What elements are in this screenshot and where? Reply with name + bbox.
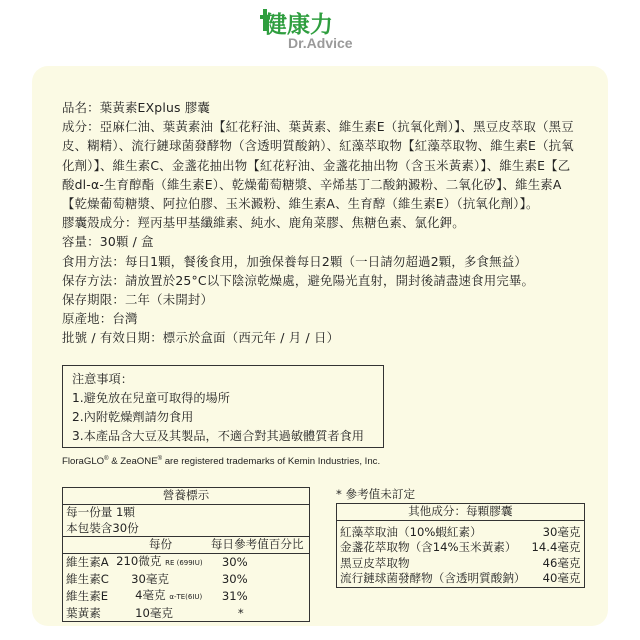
shelf-life: 保存期限：二年（未開封） [62, 292, 214, 308]
table-row: 黑豆皮萃取物 46毫克 [340, 555, 581, 570]
col-daily-value: 每日參考值百分比 [208, 537, 310, 554]
capsule-shell: 膠囊殼成分：羥丙基甲基纖維素、純水、鹿角菜膠、焦糖色素、氯化鉀。 [62, 215, 465, 231]
trademark-notice: FloraGLO® & ZeaONE® are registered trademarks of Kemin Industries, Inc. [62, 456, 381, 468]
notice-box [62, 365, 384, 448]
nutrition-table [62, 487, 310, 622]
origin: 原產地：台灣 [62, 311, 138, 327]
col-per-serving: 每份 [113, 537, 208, 554]
other-ingredients-table [336, 503, 585, 588]
notice-item: 2.內附乾燥劑請勿食用 [72, 410, 194, 424]
capacity: 容量：30顆 / 盒 [62, 234, 154, 250]
usage: 食用方法：每日1顆，餐後食用，加強保養每日2顆（一日請勿超過2顆，多食無益） [62, 253, 527, 269]
servings-per-pack: 本包裝含30份 [63, 521, 310, 537]
reference-note: * 參考值未訂定 [336, 487, 416, 501]
storage: 保存方法：請放置於25°C以下陰涼乾燥處，避免陽光直射，開封後請盡速食用完畢。 [62, 272, 535, 288]
notice-item: 1.避免放在兒童可取得的場所 [72, 391, 230, 405]
batch-info: 批號 / 有效日期：標示於盒面（西元年 / 月 / 日） [62, 330, 340, 346]
table-row: 維生素E 4毫克 α-TE(6IU) 31% [66, 587, 248, 603]
ingredients: 成分：亞麻仁油、葉黃素油【紅花籽油、葉黃素、維生素E（抗氧化劑）】、黑豆皮萃取（黑豆皮、糊精）、流行鏈球菌發酵物（含透明質酸鈉）、紅藻萃取物【紅藻萃取物、維生素E（抗氧化劑）】、維生素C、金盞花抽出物【紅花籽油、金盞花抽出物（含玉米黃素）】、維生素E【乙酸dl-α-生育醇酯（維生素E）、乾燥葡萄糖漿、辛烯基丁二酸鈉澱粉、二氧化矽】、維生素A【乾燥葡萄糖漿、阿拉伯膠、玉米澱粉、維生素A、生育醇（維生素E）（抗氧化劑）】。 [62, 119, 574, 212]
table-row: 金盞花萃取物（含14%玉米黃素） 14.4毫克 [340, 540, 581, 555]
product-spec [62, 98, 582, 348]
table-row: 紅藻萃取油（10%蝦紅素） 30毫克 [340, 524, 581, 539]
notice-item: 3.本產品含大豆及其製品，不適合對其過敏體質者食用 [72, 429, 364, 443]
brand-name-cn: 健康力 [264, 12, 333, 38]
table-row: 流行鏈球菌發酵物（含透明質酸鈉） 40毫克 [340, 571, 581, 586]
table-row: 維生素A 210微克 RE (699IU) 30% [66, 554, 248, 570]
brand-logo [262, 6, 382, 58]
table-row: 維生素C 30毫克 30% [66, 571, 248, 586]
other-ingredients-title: 其他成分：每顆膠囊 [337, 504, 585, 521]
brand-name-en: Dr.Advice [288, 35, 353, 51]
nutrition-title: 營養標示 [63, 488, 310, 505]
serving-size: 每一份量 1顆 [66, 504, 136, 519]
product-name: 品名：葉黃素EXplus 膠囊 [62, 100, 210, 115]
table-row: 葉黃素 10毫克 * [66, 605, 244, 620]
notice-title: 注意事項： [72, 372, 133, 386]
